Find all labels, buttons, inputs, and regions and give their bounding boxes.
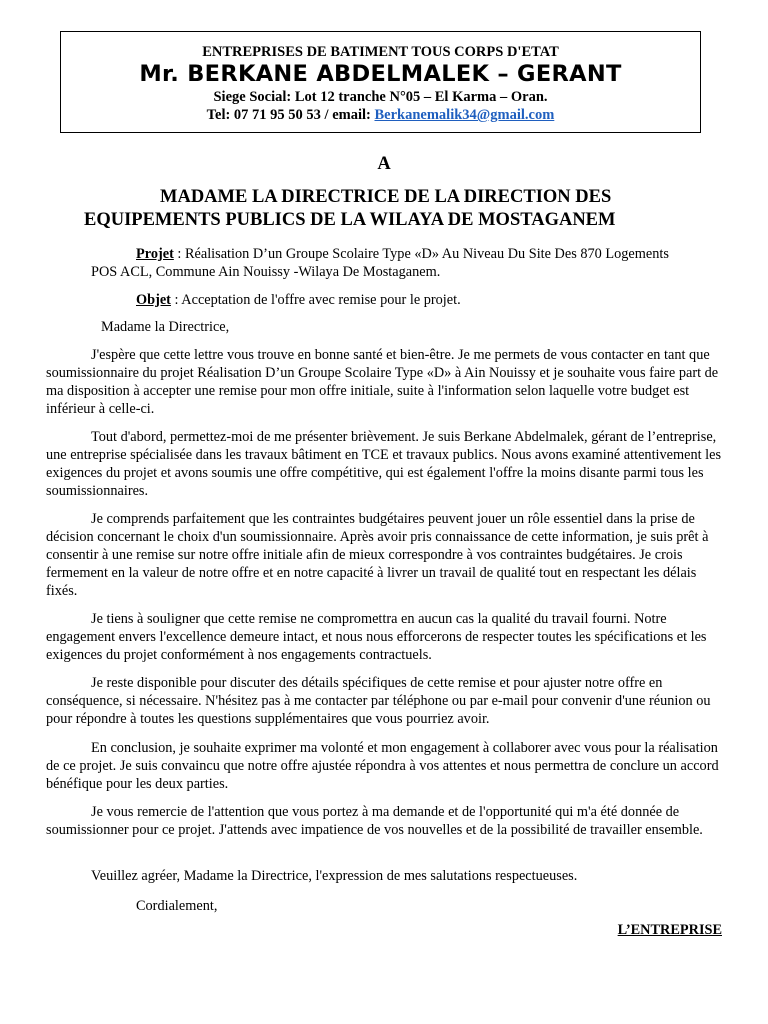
projet-text: : Réalisation D’un Groupe Scolaire Type «D» Au Niveau Du Site Des 870 Logements: [173, 246, 669, 262]
letterhead-box: [60, 31, 701, 133]
projet-line-2: POS ACL, Commune Ain Nouissy -Wilaya De Mostaganem.: [91, 264, 441, 280]
paragraph-1: J'espère que cette lettre vous trouve en bonne santé et bien-être. Je me permets de vous contacter en tant que soumissionnaire du projet Réalisation D’un Groupe Scolaire Type «D» à Ain Nouissy et je souhaite vous faire part de ma disposition à accepter une remise pour mon offre initiale, suite à l'information selon laquelle votre budget est inférieur à celle-ci.: [46, 347, 719, 417]
projet-label: Projet: [136, 246, 174, 262]
paragraph-7: Je vous remercie de l'attention que vous portez à ma demande et de l'opportunité qui m'a été donnée de soumissionner pour ce projet. J'attends avec impatience de vos nouvelles et de la possibilité de travailler ensemble.: [46, 804, 703, 838]
projet-line-1: [46, 245, 726, 263]
paragraph-6: En conclusion, je souhaite exprimer ma volonté et mon engagement à collaborer avec vous pour la réalisation de ce projet. Je suis convaincu que notre offre ajustée répondra à vos attentes et nous permettra de conclure un accord bénéfique pour les deux parties.: [46, 740, 719, 792]
objet-label: Objet: [136, 292, 171, 308]
company-manager-name: Mr. BERKANE ABDELMALEK – GERANT: [139, 61, 622, 87]
projet-block: [46, 245, 726, 281]
email-link[interactable]: Berkanemalik34@gmail.com: [374, 107, 555, 123]
paragraph-2: Tout d'abord, permettez-moi de me présenter brièvement. Je suis Berkane Abdelmalek, gérant de l’entreprise, une entreprise spécialisée dans les travaux bâtiment en TCE et travaux publics. Nous avons examiné attentivement les exigences du projet et avons soumis une offre compétitive, qui est également l'offre la moins disante parmi tous les soumissionnaires.: [46, 429, 722, 499]
addressee-line-1: MADAME LA DIRECTRICE DE LA DIRECTION DES: [160, 187, 612, 207]
paragraph-4: Je tiens à souligner que cette remise ne compromettra en aucun cas la qualité du travail fourni. Notre engagement envers l'excellence demeure intact, et nous nous efforcerons de respecter toutes les spécifications et les exigences du projet conformément à nos engagements contractuels.: [46, 611, 707, 663]
company-address: Siege Social: Lot 12 tranche N°05 – El Karma – Oran.: [213, 89, 548, 105]
contact-phone: Tel: 07 71 95 50 53 / email:: [206, 107, 375, 123]
company-activity: ENTREPRISES DE BATIMENT TOUS CORPS D'ETAT: [202, 44, 559, 60]
objet-block: [46, 291, 726, 309]
addressee-prefix: A: [377, 154, 391, 174]
salutation: Madame la Directrice,: [101, 319, 230, 335]
closing: Cordialement,: [136, 898, 218, 914]
company-contact: [61, 107, 700, 124]
paragraph-3: Je comprends parfaitement que les contraintes budgétaires peuvent jouer un rôle essentiel dans la prise de décision concernant le choix d'un soumissionnaire. Après avoir pris connaissance de cette information, je suis prêt à consentir à une remise sur notre offre initiale afin de mieux correspondre à vos contraintes budgétaires. Je crois fermement en la valeur de notre offre et en notre capacité à livrer un travail de qualité tout en respectant les délais fixés.: [46, 511, 709, 599]
paragraph-5: Je reste disponible pour discuter des détails spécifiques de cette remise et pour ajuster notre offre en conséquence, si nécessaire. N'hésitez pas à me contacter par téléphone ou par e-mail pour convenir d'une réunion ou pour répondre à toutes les questions supplémentaires que vous pourriez avoir.: [46, 675, 711, 727]
signature: L’ENTREPRISE: [617, 922, 722, 938]
objet-text: : Acceptation de l'offre avec remise pour le projet.: [170, 292, 461, 308]
addressee-line-2: EQUIPEMENTS PUBLICS DE LA WILAYA DE MOSTAGANEM: [84, 210, 616, 230]
paragraph-8: Veuillez agréer, Madame la Directrice, l'expression de mes salutations respectueuses.: [91, 868, 578, 884]
